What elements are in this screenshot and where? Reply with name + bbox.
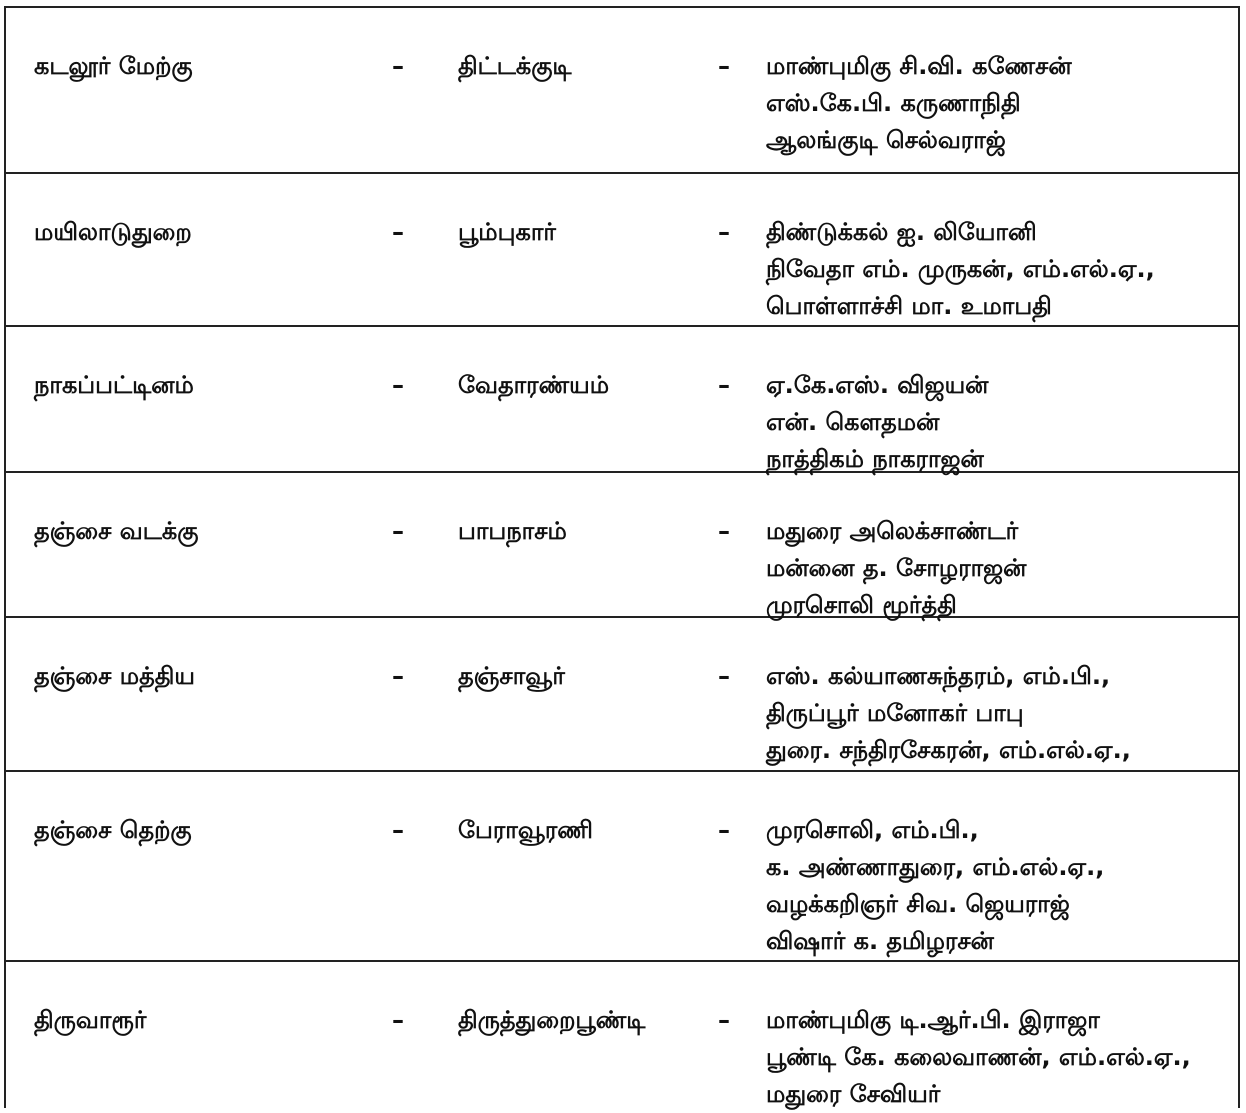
district-name: தஞ்சை மத்திய [34, 662, 195, 690]
table-row [6, 473, 1238, 618]
speaker-name: திருப்பூர் மனோகர் பாபு [766, 699, 1024, 727]
speaker-list [766, 1002, 1191, 1113]
speaker-name: திண்டுக்கல் ஐ. லியோனி [766, 218, 1037, 246]
speaker-list [766, 513, 1026, 624]
speaker-name: விஷார் க. தமிழரசன் [766, 927, 994, 955]
dash-separator: – [392, 517, 404, 545]
speaker-name: நிவேதா எம். முருகன், எம்.எல்.ஏ., [766, 255, 1155, 283]
dash-separator: – [392, 816, 404, 844]
dash-separator: – [718, 371, 730, 399]
speaker-name: எஸ்.கே.பி. கருணாநிதி [766, 89, 1021, 117]
constituency-name: பேராவூரணி [458, 816, 593, 844]
speaker-name: ஆலங்குடி செல்வராஜ் [766, 126, 1006, 154]
district-name: கடலூர் மேற்கு [34, 52, 193, 80]
district-name: திருவாரூர் [34, 1006, 147, 1034]
speaker-list [766, 48, 1072, 159]
dash-separator: – [718, 517, 730, 545]
table-row [6, 8, 1238, 174]
speakers-table [4, 6, 1240, 1108]
table-row [6, 772, 1238, 962]
speaker-name: பொள்ளாச்சி மா. உமாபதி [766, 292, 1052, 320]
dash-separator: – [392, 218, 404, 246]
dash-separator: – [718, 816, 730, 844]
speaker-name: மன்னை த. சோழராஜன் [766, 554, 1027, 582]
speaker-name: துரை. சந்திரசேகரன், எம்.எல்.ஏ., [766, 736, 1131, 764]
speaker-name: மதுரை அலெக்சாண்டர் [766, 517, 1019, 545]
speaker-list [766, 214, 1155, 325]
speaker-name: க. அண்ணாதுரை, எம்.எல்.ஏ., [766, 853, 1105, 881]
dash-separator: – [718, 1006, 730, 1034]
speaker-name: முரசொலி மூர்த்தி [766, 591, 957, 619]
speaker-name: எஸ். கல்யாணசுந்தரம், எம்.பி., [766, 662, 1111, 690]
constituency-name: பூம்புகார் [458, 218, 556, 246]
speaker-list [766, 658, 1131, 769]
speaker-name: முரசொலி, எம்.பி., [766, 816, 979, 844]
dash-separator: – [392, 52, 404, 80]
speaker-name: பூண்டி கே. கலைவாணன், எம்.எல்.ஏ., [766, 1043, 1191, 1071]
speaker-list [766, 812, 1104, 960]
speaker-name: மதுரை சேவியர் [766, 1080, 941, 1108]
constituency-name: திட்டக்குடி [458, 52, 572, 80]
speaker-name: வழக்கறிஞர் சிவ. ஜெயராஜ் [766, 890, 1070, 918]
table-row [6, 618, 1238, 772]
table-row [6, 962, 1238, 1108]
dash-separator: – [392, 1006, 404, 1034]
dash-separator: – [718, 662, 730, 690]
constituency-name: வேதாரண்யம் [458, 371, 610, 399]
speaker-name: என். கௌதமன் [766, 408, 940, 436]
table-row [6, 174, 1238, 327]
speaker-name: மாண்புமிகு சி.வி. கணேசன் [766, 52, 1072, 80]
district-name: நாகப்பட்டினம் [34, 371, 194, 399]
district-name: மயிலாடுதுறை [34, 218, 192, 246]
district-name: தஞ்சை வடக்கு [34, 517, 199, 545]
speaker-name: ஏ.கே.எஸ். விஜயன் [766, 371, 989, 399]
district-name: தஞ்சை தெற்கு [34, 816, 192, 844]
dash-separator: – [392, 662, 404, 690]
constituency-name: தஞ்சாவூர் [458, 662, 565, 690]
dash-separator: – [718, 218, 730, 246]
dash-separator: – [392, 371, 404, 399]
table-row [6, 327, 1238, 473]
speaker-name: நாத்திகம் நாகராஜன் [766, 445, 984, 473]
speaker-list [766, 367, 988, 478]
speaker-name: மாண்புமிகு டி.ஆர்.பி. இராஜா [766, 1006, 1100, 1034]
constituency-name: திருத்துறைபூண்டி [458, 1006, 646, 1034]
constituency-name: பாபநாசம் [458, 517, 567, 545]
dash-separator: – [718, 52, 730, 80]
